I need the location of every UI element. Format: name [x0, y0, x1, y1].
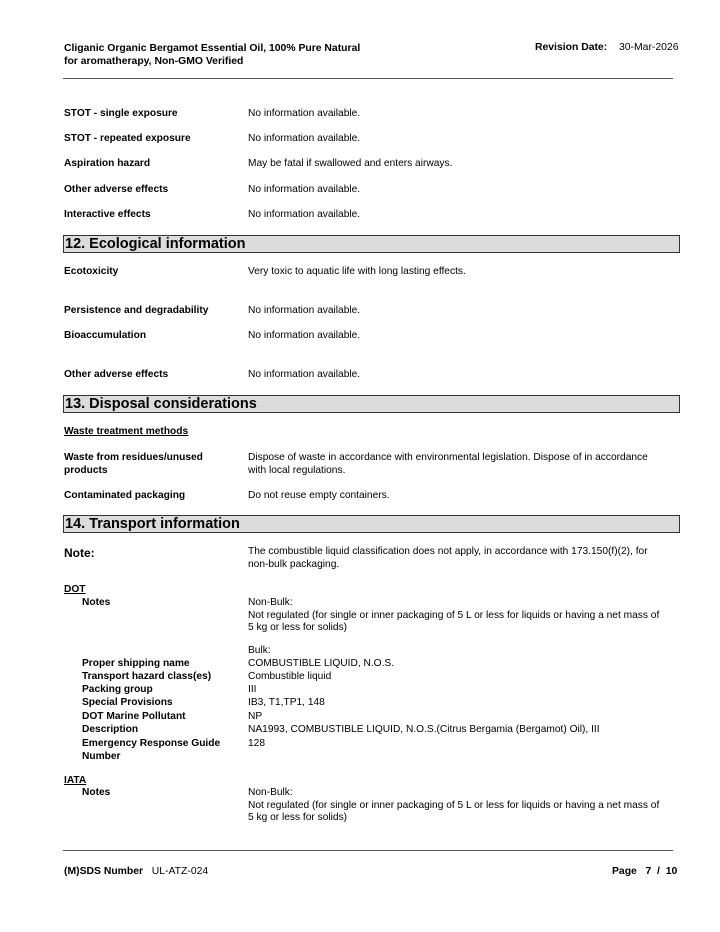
description-value: NA1993, COMBUSTIBLE LIQUID, N.O.S.(Citrus Bergamia (Bergamot) Oil), III	[248, 724, 600, 735]
special-provisions-value: IB3, T1,TP1, 148	[248, 697, 325, 708]
dot-notes-label: Notes	[82, 597, 111, 608]
ecotoxicity-value: Very toxic to aquatic life with long lasting effects.	[248, 266, 466, 277]
revision-date-value: 30-Mar-2026	[619, 42, 679, 53]
interactive-effects-value: No information available.	[248, 209, 361, 220]
hazard-class-value: Combustible liquid	[248, 671, 332, 682]
header-divider	[63, 78, 673, 79]
stot-single-label: STOT - single exposure	[64, 108, 178, 119]
bioaccumulation-value: No information available.	[248, 330, 361, 341]
stot-repeated-value: No information available.	[248, 133, 361, 144]
persistence-label: Persistence and degradability	[64, 305, 209, 316]
persistence-value: No information available.	[248, 305, 361, 316]
proper-shipping-name-value: COMBUSTIBLE LIQUID, N.O.S.	[248, 658, 395, 669]
dot-notes-value: Non-Bulk: Not regulated (for single or inner packaging of 5 L or less for liquids or having a net mass of 5 kg or less for solids)	[248, 597, 660, 633]
page-number: Page 7 / 10	[612, 866, 678, 877]
sds-number	[64, 866, 208, 877]
note-label: Note:	[64, 546, 95, 560]
dot-heading: DOT	[64, 584, 86, 595]
marine-pollutant-label: DOT Marine Pollutant	[82, 711, 186, 722]
aspiration-hazard-label: Aspiration hazard	[64, 158, 151, 169]
iata-heading: IATA	[64, 775, 87, 786]
proper-shipping-name-label: Proper shipping name	[82, 658, 190, 669]
iata-notes-value: Non-Bulk: Not regulated (for single or inner packaging of 5 L or less for liquids or having a net mass of 5 kg or less for solids)	[248, 787, 660, 823]
erg-number-value: 128	[248, 738, 265, 749]
stot-repeated-label: STOT - repeated exposure	[64, 133, 191, 144]
section-13-heading: 13. Disposal considerations	[63, 395, 680, 413]
contaminated-packaging-label: Contaminated packaging	[64, 490, 186, 501]
erg-number-label: Emergency Response Guide Number	[82, 738, 221, 762]
other-adverse-effects-label: Other adverse effects	[64, 184, 169, 195]
section-12-heading: 12. Ecological information	[63, 235, 680, 253]
packing-group-label: Packing group	[82, 684, 153, 695]
packing-group-value: III	[248, 684, 257, 695]
dot-bulk-label: Bulk:	[248, 645, 271, 656]
waste-residues-label: Waste from residues/unused products	[64, 452, 203, 476]
revision-date-label: Revision Date:	[535, 42, 608, 53]
special-provisions-label: Special Provisions	[82, 697, 173, 708]
other-adverse-effects-value: No information available.	[248, 184, 361, 195]
waste-treatment-subheading: Waste treatment methods	[64, 426, 189, 437]
ecotoxicity-label: Ecotoxicity	[64, 266, 119, 277]
interactive-effects-label: Interactive effects	[64, 209, 151, 220]
bioaccumulation-label: Bioaccumulation	[64, 330, 147, 341]
note-value: The combustible liquid classification does not apply, in accordance with 173.150(f)(2), for non-bulk packaging.	[248, 546, 648, 570]
document-title: Cliganic Organic Bergamot Essential Oil, 100% Pure Natural for aromatherapy, Non-GMO Verified	[64, 43, 361, 67]
description-label: Description	[82, 724, 139, 735]
iata-notes-label: Notes	[82, 787, 111, 798]
footer-divider	[63, 850, 673, 851]
sds-number-value: UL-ATZ-024	[151, 866, 209, 877]
aspiration-hazard-value: May be fatal if swallowed and enters airways.	[248, 158, 453, 169]
waste-residues-value: Dispose of waste in accordance with environmental legislation. Dispose of in accordance with local regulations.	[248, 452, 648, 476]
marine-pollutant-value: NP	[248, 711, 263, 722]
section-14-heading: 14. Transport information	[63, 515, 680, 533]
eco-other-adverse-value: No information available.	[248, 369, 361, 380]
stot-single-value: No information available.	[248, 108, 361, 119]
contaminated-packaging-value: Do not reuse empty containers.	[248, 490, 390, 501]
eco-other-adverse-label: Other adverse effects	[64, 369, 169, 380]
hazard-class-label: Transport hazard class(es)	[82, 671, 212, 682]
sds-number-label: (M)SDS Number	[64, 866, 144, 877]
